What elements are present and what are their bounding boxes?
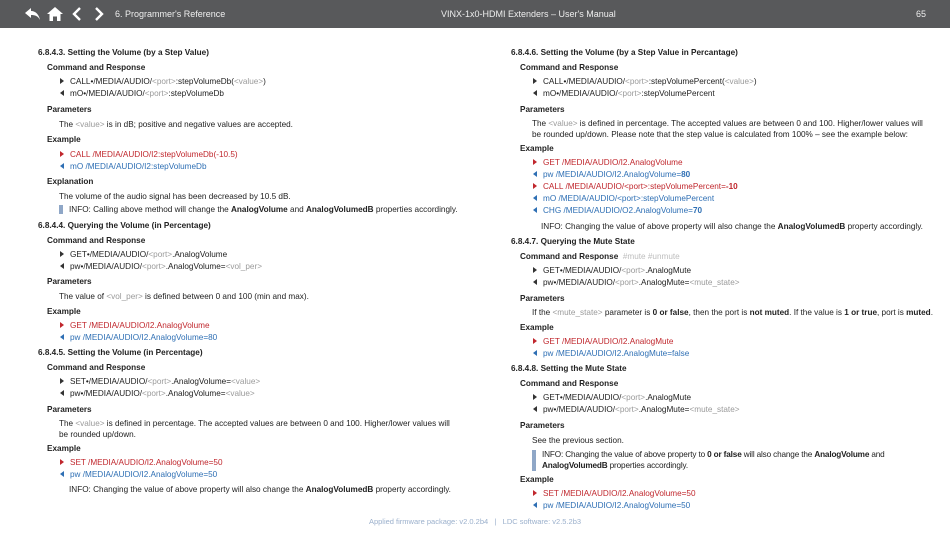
parameter-text: The <value> is defined in percentage. The accepted values are between 0 and 100. Higher/lower values will be rounded up/down. (59, 419, 450, 439)
arrow-right-icon (60, 322, 64, 328)
arrow-right-icon (60, 459, 64, 465)
response-line: pw•/MEDIA/AUDIO/<port>.AnalogVolume=<value> (60, 389, 255, 398)
example-line: CALL /MEDIA/AUDIO/I2:stepVolumeDb(-10.5) (60, 150, 238, 159)
arrow-left-icon (533, 171, 537, 177)
subheading-command: Command and Response (47, 236, 146, 245)
arrow-right-icon (60, 378, 64, 384)
subheading-command: Command and Response #mute #unmute (520, 252, 680, 261)
command-line: SET•/MEDIA/AUDIO/<port>.AnalogVolume=<value> (60, 377, 260, 386)
subheading-example: Example (47, 307, 81, 316)
response-line: mO•/MEDIA/AUDIO/<port>:stepVolumePercent (533, 89, 715, 98)
page-number: 65 (916, 9, 927, 19)
arrow-left-icon (533, 502, 537, 508)
info-note: INFO: Calling above method will change the AnalogVolume and AnalogVolumedB properties accordingly. (59, 205, 458, 214)
command-line: GET•/MEDIA/AUDIO/<port>.AnalogMute (533, 393, 691, 402)
subheading-parameters: Parameters (47, 405, 92, 414)
subheading-example: Example (520, 475, 554, 484)
nav-icons (22, 4, 110, 24)
arrow-left-icon (60, 334, 64, 340)
arrow-left-icon (533, 350, 537, 356)
example-line: CHG /MEDIA/AUDIO/O2.AnalogVolume=70 (533, 206, 702, 215)
arrow-right-icon (533, 490, 537, 496)
example-line: mO /MEDIA/AUDIO/<port>:stepVolumePercent (533, 194, 714, 203)
arrow-right-icon (60, 78, 64, 84)
arrow-right-icon (533, 338, 537, 344)
response-line: pw•/MEDIA/AUDIO/<port>.AnalogMute=<mute_state> (533, 405, 740, 414)
ldc-version: LDC software: v2.5.2b3 (502, 517, 582, 526)
subheading-parameters: Parameters (520, 294, 565, 303)
command-line: GET•/MEDIA/AUDIO/<port>.AnalogVolume (60, 250, 227, 259)
top-bar (0, 0, 950, 28)
example-line: pw /MEDIA/AUDIO/I2.AnalogVolume=80 (60, 333, 217, 342)
home-icon[interactable] (44, 4, 66, 24)
example-line: SET /MEDIA/AUDIO/I2.AnalogVolume=50 (60, 458, 223, 467)
arrow-right-icon (60, 151, 64, 157)
parameter-text: See the previous section. (532, 436, 624, 445)
subheading-example: Example (47, 135, 81, 144)
response-line: mO•/MEDIA/AUDIO/<port>:stepVolumeDb (60, 89, 224, 98)
subheading-example: Example (520, 144, 554, 153)
example-line: pw /MEDIA/AUDIO/I2.AnalogVolume=80 (533, 170, 690, 179)
firmware-version: Applied firmware package: v2.0.2b4 (368, 517, 489, 526)
footer-separator: | (494, 517, 497, 526)
section-title: 6.8.4.6. Setting the Volume (by a Step Value in Percantage) (511, 48, 738, 57)
example-line: GET /MEDIA/AUDIO/I2.AnalogVolume (60, 321, 210, 330)
example-line: CALL /MEDIA/AUDIO/<port>:stepVolumePercent=-10 (533, 182, 738, 191)
parameter-text: The <value> is defined in percentage. The accepted values are between 0 and 100. Higher/lower values will be rounded up/down. Please note that the step value is calculated from 100% – see the example below: (532, 119, 923, 139)
chevron-left-icon[interactable] (66, 4, 88, 24)
subheading-example: Example (520, 323, 554, 332)
tags: #mute #unmute (622, 252, 680, 261)
example-line: pw /MEDIA/AUDIO/I2.AnalogVolume=50 (533, 501, 690, 510)
arrow-right-icon (533, 183, 537, 189)
subheading-example: Example (47, 444, 81, 453)
arrow-right-icon (533, 394, 537, 400)
arrow-left-icon (533, 195, 537, 201)
parameter-text: If the <mute_state> parameter is 0 or false, then the port is not muted. If the value is 1 or true, port is muted. (532, 308, 933, 317)
info-note: INFO: Changing the value of above property will also change the AnalogVolumedB property accordingly. (541, 222, 923, 231)
command-line: CALL•/MEDIA/AUDIO/<port>:stepVolumePercent(<value>) (533, 77, 757, 86)
arrow-left-icon (533, 207, 537, 213)
arrow-left-icon (60, 471, 64, 477)
arrow-left-icon (533, 406, 537, 412)
section-title: 6.8.4.5. Setting the Volume (in Percentage) (38, 348, 203, 357)
example-line: GET /MEDIA/AUDIO/I2.AnalogVolume (533, 158, 683, 167)
subheading-command: Command and Response (47, 63, 146, 72)
response-line: pw•/MEDIA/AUDIO/<port>.AnalogMute=<mute_state> (533, 278, 740, 287)
subheading-parameters: Parameters (47, 277, 92, 286)
example-line: SET /MEDIA/AUDIO/I2.AnalogVolume=50 (533, 489, 696, 498)
arrow-left-icon (533, 279, 537, 285)
arrow-left-icon (60, 163, 64, 169)
response-line: pw•/MEDIA/AUDIO/<port>.AnalogVolume=<vol_per> (60, 262, 262, 271)
footer (0, 517, 950, 526)
arrow-right-icon (533, 267, 537, 273)
example-line: mO /MEDIA/AUDIO/I2:stepVolumeDb (60, 162, 207, 171)
section-title: 6.8.4.3. Setting the Volume (by a Step Value) (38, 48, 209, 57)
explanation-text: The volume of the audio signal has been decreased by 10.5 dB. (59, 192, 291, 201)
chapter-title: 6. Programmer's Reference (115, 9, 226, 19)
info-note: INFO: Changing the value of above property to 0 or false will also change the AnalogVolume and AnalogVolumedB properties accordingly. (532, 450, 934, 471)
command-line: CALL•/MEDIA/AUDIO/<port>:stepVolumeDb(<value>) (60, 77, 266, 86)
arrow-left-icon (60, 263, 64, 269)
subheading-command: Command and Response (520, 63, 619, 72)
subheading-parameters: Parameters (47, 105, 92, 114)
subheading-command: Command and Response (520, 379, 619, 388)
arrow-right-icon (60, 251, 64, 257)
subheading-explanation: Explanation (47, 177, 94, 186)
section-title: 6.8.4.8. Setting the Mute State (511, 364, 627, 373)
parameter-text: The value of <vol_per> is defined between 0 and 100 (min and max). (59, 292, 309, 301)
subheading-parameters: Parameters (520, 105, 565, 114)
arrow-left-icon (60, 390, 64, 396)
example-line: pw /MEDIA/AUDIO/I2.AnalogMute=false (533, 349, 689, 358)
subheading-command: Command and Response (47, 363, 146, 372)
document-title: VINX-1x0-HDMI Extenders – User's Manual (441, 9, 616, 19)
arrow-right-icon (533, 78, 537, 84)
info-note: INFO: Changing the value of above property will also change the AnalogVolumedB property accordingly. (69, 485, 451, 494)
section-title: 6.8.4.7. Querying the Mute State (511, 237, 635, 246)
arrow-left-icon (533, 90, 537, 96)
command-line: GET•/MEDIA/AUDIO/<port>.AnalogMute (533, 266, 691, 275)
arrow-right-icon (533, 159, 537, 165)
section-title: 6.8.4.4. Querying the Volume (in Percentage) (38, 221, 211, 230)
chevron-right-icon[interactable] (88, 4, 110, 24)
subheading-parameters: Parameters (520, 421, 565, 430)
back-icon[interactable] (22, 4, 44, 24)
example-line: pw /MEDIA/AUDIO/I2.AnalogVolume=50 (60, 470, 217, 479)
arrow-left-icon (60, 90, 64, 96)
example-line: GET /MEDIA/AUDIO/I2.AnalogMute (533, 337, 673, 346)
parameter-text: The <value> is in dB; positive and negative values are accepted. (59, 120, 293, 129)
